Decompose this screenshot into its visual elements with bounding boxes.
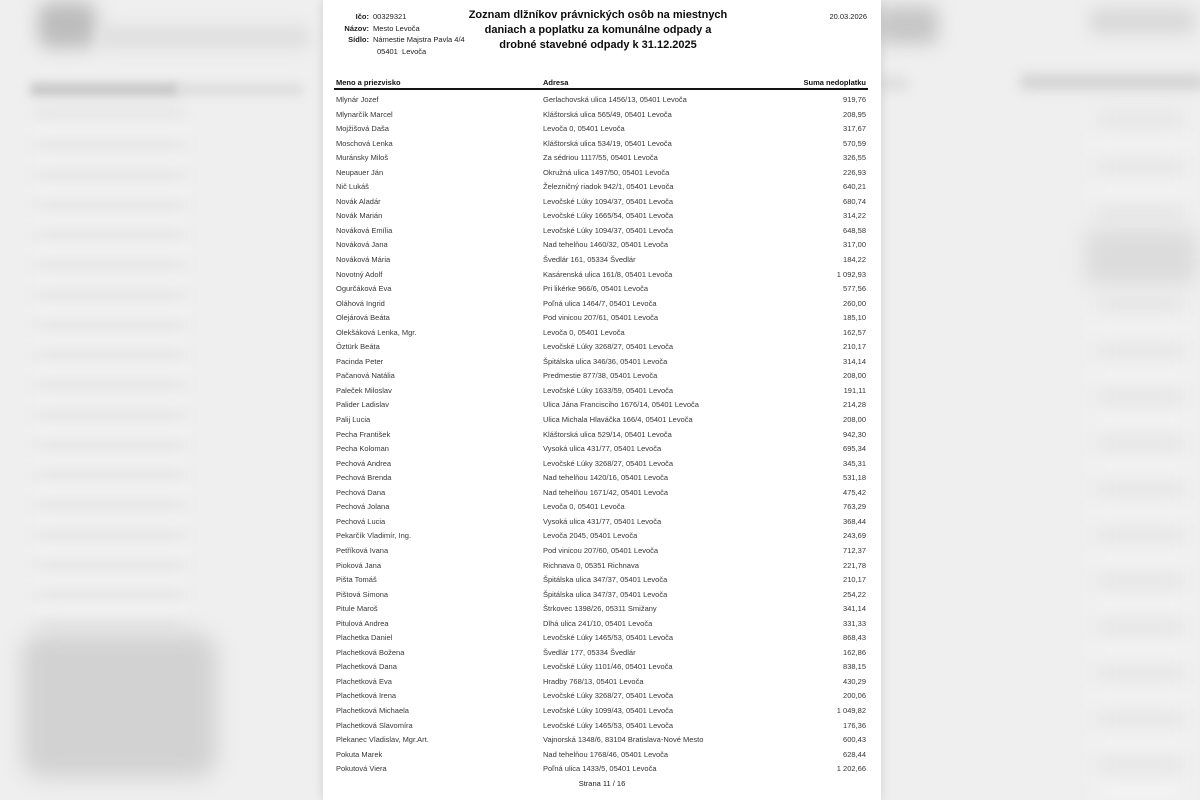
debtor-amount: 208,00 [843,371,866,381]
report-date: 20.03.2026 [829,12,867,21]
debtor-amount: 695,34 [843,444,866,454]
debtor-name: Muránsky Miloš [336,153,389,163]
debtor-name: Nováková Emília [336,225,393,235]
org-info-block [336,11,465,57]
table-row [323,108,881,123]
table-row [323,500,881,515]
debtor-name: Plachetková Michaela [336,705,409,715]
table-row [323,413,881,428]
debtor-address: Špitálska ulica 347/37, 05401 Levoča [543,575,668,585]
table-row [323,762,881,777]
debtor-name: Pechová Dana [336,487,386,497]
debtor-name: Pištová Simona [336,589,389,599]
table-row [323,326,881,341]
debtor-name: Olekšáková Lenka, Mgr. [336,327,417,337]
debtor-name: Nováková Mária [336,255,391,265]
table-row [323,646,881,661]
document-title-line1: Zoznam dlžníkov právnických osôb na miestnych [468,9,728,21]
debtor-name: Pechová Andrea [336,458,392,468]
debtor-amount: 919,76 [843,95,866,104]
background-blob-bottom-left [22,633,217,778]
debtor-name: Novák Marián [336,211,383,221]
debtor-name: Ogurčáková Eva [336,284,392,294]
debtor-address: Levočské Lúky 3268/27, 05401 Levoča [543,342,674,352]
debtor-address: Ulica Michala Hlaváčka 166/4, 05401 Levoča [543,415,693,425]
background-blob-top-right [1090,8,1195,34]
background-blob-right-of-page [878,6,938,44]
debtor-address: Levočské Lúky 1094/37, 05401 Levoča [543,225,674,235]
debtor-amount: 341,14 [843,604,866,614]
debtor-address: Levočské Lúky 1465/53, 05401 Levoča [543,633,674,643]
debtor-amount: 314,14 [843,356,866,366]
document-title-line2: daniach a poplatku za komunálne odpady a [484,24,712,36]
table-row [323,617,881,632]
org-sidlo-label: Sídlo: [348,35,369,44]
table-row [323,166,881,181]
debtor-name: Mlynár Jozef [336,95,379,104]
debtor-name: Plachetková Irena [336,691,397,701]
debtor-name: Plekanec Vladislav, Mgr.Art. [336,735,429,745]
debtor-amount: 430,29 [843,676,866,686]
debtor-address: Pod vinicou 207/61, 05401 Levoča [543,313,659,323]
debtor-address: Kláštorská ulica 529/14, 05401 Levoča [543,429,672,439]
debtor-name: Plachetková Božena [336,647,405,657]
debtor-address: Za sédriou 1117/55, 05401 Levoča [543,153,658,163]
document-title-line3: drobné stavebné odpady k 31.12.2025 [499,39,697,51]
debtor-address: Levoča 0, 05401 Levoča [543,502,625,512]
table-row [323,442,881,457]
debtor-address: Levoča 0, 05401 Levoča [543,327,625,337]
debtor-amount: 208,95 [843,109,866,119]
table-row [323,544,881,559]
debtor-name: Paleček Miloslav [336,385,392,395]
table-row [323,675,881,690]
table-row [323,660,881,675]
document-page [323,0,881,800]
debtor-amount: 640,21 [843,182,866,192]
debtor-amount: 368,44 [843,516,866,526]
table-row [323,151,881,166]
table-row [323,719,881,734]
table-row [323,268,881,283]
debtor-name: Novák Aladár [336,196,381,206]
debtor-name: Mlynarčík Marcel [336,109,393,119]
debtor-amount: 763,29 [843,502,866,512]
debtor-address: Švedlár 177, 05334 Švedlár [543,647,636,657]
table-row [323,457,881,472]
debtor-amount: 1 202,66 [836,764,866,774]
debtor-name: Pišta Tomáš [336,575,377,585]
table-row [323,195,881,210]
background-blob-right-heading [1020,74,1200,90]
debtor-address: Švedlár 161, 05334 Švedlár [543,255,636,265]
debtor-address: Nad tehelňou 1420/16, 05401 Levoča [543,473,669,483]
debtor-address: Nad tehelňou 1768/46, 05401 Levoča [543,749,669,759]
table-row [323,137,881,152]
debtor-address: Nad tehelňou 1671/42, 05401 Levoča [543,487,669,497]
debtor-address: Vysoká ulica 431/77, 05401 Levoča [543,516,662,526]
debtor-name: Pechová Lucia [336,516,386,526]
table-row [323,689,881,704]
debtor-name: Pačanová Natália [336,371,395,381]
debtor-address: Kláštorská ulica 534/19, 05401 Levoča [543,138,672,148]
table-row [323,224,881,239]
debtor-address: Nad tehelňou 1460/32, 05401 Levoča [543,240,669,250]
table-row [323,253,881,268]
debtor-amount: 176,36 [843,720,866,730]
debtor-amount: 214,28 [843,400,866,410]
org-sidlo-row [336,34,465,46]
column-header-address: Adresa [543,78,569,87]
debtor-amount: 326,55 [843,153,866,163]
background-blob-right-middle [1085,228,1197,286]
debtor-amount: 942,30 [843,429,866,439]
org-nazov-value: Mesto Levoča [373,23,420,33]
table-row [323,180,881,195]
debtor-amount: 577,56 [843,284,866,294]
table-row [323,559,881,574]
debtor-address: Levočské Lúky 1633/59, 05401 Levoča [543,385,674,395]
table-row [323,398,881,413]
debtor-amount: 1 049,82 [836,705,866,715]
debtor-address: Predmestie 877/38, 05401 Levoča [543,371,658,381]
debtor-amount: 185,10 [843,313,866,323]
debtor-address: Vajnorská 1348/6, 83104 Bratislava-Nové Mesto [543,735,704,745]
debtor-address: Poľná ulica 1433/5, 05401 Levoča [543,764,657,774]
debtor-amount: 260,00 [843,298,866,308]
debtor-amount: 475,42 [843,487,866,497]
table-row [323,704,881,719]
table-row [323,631,881,646]
debtor-amount: 162,86 [843,647,866,657]
debtor-address: Štrkovec 1398/26, 05311 Smižany [543,604,657,614]
table-row [323,340,881,355]
debtor-amount: 191,11 [843,385,866,395]
background-blob-right-heading2 [878,77,908,90]
debtor-name: Pokuta Marek [336,749,383,759]
table-row [323,238,881,253]
table-row [323,486,881,501]
debtor-name: Pokutová Viera [336,764,387,774]
table-row [323,282,881,297]
debtor-address: Levočské Lúky 3268/27, 05401 Levoča [543,691,674,701]
debtor-address: Levočské Lúky 1101/46, 05401 Levoča [543,662,673,672]
table-row [323,573,881,588]
background-blob-left-heading [30,83,180,96]
debtor-address: Hradby 768/13, 05401 Levoča [543,676,644,686]
debtor-address: Levoča 2045, 05401 Levoča [543,531,638,541]
org-ico-row [336,11,465,23]
table-row [323,93,881,108]
background-blob-logo [38,2,96,48]
org-sidlo-value-line1: Námestie Majstra Pavla 4/4 [373,35,465,44]
debtor-address: Levočské Lúky 1465/53, 05401 Levoča [543,720,674,730]
debtor-address: Pri likérke 966/6, 05401 Levoča [543,284,649,294]
debtor-name: Pioková Jana [336,560,382,570]
table-row [323,529,881,544]
debtor-address: Richnava 0, 05351 Richnava [543,560,639,570]
org-nazov-label: Názov: [344,23,369,33]
debtor-address: Levočské Lúky 3268/27, 05401 Levoča [543,458,674,468]
debtor-address: Železničný riadok 942/1, 05401 Levoča [543,182,674,192]
debtor-address: Levočské Lúky 1665/54, 05401 Levoča [543,211,674,221]
debtor-address: Kláštorská ulica 565/49, 05401 Levoča [543,109,672,119]
debtor-amount: 317,00 [843,240,866,250]
table-row [323,209,881,224]
table-row [323,297,881,312]
table-row [323,733,881,748]
debtor-name: Pecha František [336,429,391,439]
debtor-amount: 570,59 [843,138,866,148]
debtor-name: Pitulová Andrea [336,618,389,628]
debtor-amount: 1 092,93 [836,269,866,279]
debtor-name: Pecha Koloman [336,444,389,454]
debtor-name: Plachetka Daniel [336,633,393,643]
page-number: Strana 11 / 16 [578,779,626,788]
debtor-address: Okružná ulica 1497/50, 05401 Levoča [543,167,670,177]
debtor-name: Palider Ladislav [336,400,389,410]
background-blob-topband [100,26,310,48]
debtor-amount: 254,22 [843,589,866,599]
debtor-amount: 317,67 [843,124,866,134]
debtor-name: Plachetková Eva [336,676,392,686]
debtor-amount: 868,43 [843,633,866,643]
debtor-address: Levoča 0, 05401 Levoča [543,124,625,134]
debtor-amount: 648,58 [843,225,866,235]
background-blob-left-heading2 [178,84,303,95]
debtor-amount: 200,06 [843,691,866,701]
org-sidlo-value-line2: 05401 Levoča [377,46,427,56]
debtor-name: Pekarčík Vladimír, Ing. [336,531,412,541]
table-row [323,369,881,384]
debtor-amount: 162,57 [843,327,866,337]
debtor-amount: 680,74 [843,196,866,206]
debtor-amount: 243,69 [843,531,866,541]
debtor-name: Öztürk Beáta [336,342,380,352]
debtor-address: Levočské Lúky 1099/43, 05401 Levoča [543,705,674,715]
debtor-amount: 531,18 [843,473,866,483]
debtor-name: Plachetková Slavomíra [336,720,413,730]
debtor-amount: 208,00 [843,415,866,425]
debtor-name: Neupauer Ján [336,167,384,177]
table-row [323,122,881,137]
debtor-amount: 226,93 [843,167,866,177]
debtor-amount: 331,33 [843,618,866,628]
background-blob-left-textcolumn [35,108,185,663]
debtor-amount: 712,37 [843,545,866,555]
debtor-amount: 221,78 [843,560,866,570]
debtor-name: Nič Lukáš [336,182,369,192]
column-header-amount: Suma nedoplatku [803,78,866,87]
debtor-name: Mojžišová Daša [336,124,389,134]
debtor-amount: 210,17 [843,575,866,585]
debtor-name: Pitule Maroš [336,604,378,614]
table-row [323,748,881,763]
debtor-name: Novotný Adolf [336,269,383,279]
table-row [323,428,881,443]
debtor-address: Ulica Jána Francisciho 1676/14, 05401 Levoča [543,400,699,410]
debtor-amount: 838,15 [843,662,866,672]
debtor-name: Palij Lucia [336,415,371,425]
debtor-address: Poľná ulica 1464/7, 05401 Levoča [543,298,657,308]
table-row [323,588,881,603]
table-header-rule [334,88,868,90]
debtor-address: Kasárenská ulica 161/8, 05401 Levoča [543,269,673,279]
debtor-amount: 184,22 [843,255,866,265]
debtor-address: Gerlachovská ulica 1456/13, 05401 Levoča [543,95,687,104]
debtor-name: Oláhová Ingrid [336,298,385,308]
debtor-address: Levočské Lúky 1094/37, 05401 Levoča [543,196,674,206]
debtor-address: Špitálska ulica 347/37, 05401 Levoča [543,589,668,599]
debtor-name: Pechová Brenda [336,473,392,483]
debtor-name: Pechová Jolana [336,502,390,512]
table-row [323,384,881,399]
debtor-address: Pod vinicou 207/60, 05401 Levoča [543,545,659,555]
debtor-name: Nováková Jana [336,240,388,250]
org-ico-value: 00329321 [373,12,407,21]
debtor-name: Moschová Lenka [336,138,393,148]
table-row [323,602,881,617]
debtor-table [323,93,881,777]
debtor-name: Petříková Ivana [336,545,389,555]
column-header-name: Meno a priezvisko [336,78,401,87]
debtor-name: Olejárová Beáta [336,313,390,323]
table-row [323,311,881,326]
table-row [323,471,881,486]
debtor-address: Dlhá ulica 241/10, 05401 Levoča [543,618,653,628]
debtor-address: Špitálska ulica 346/36, 05401 Levoča [543,356,668,366]
document-title [453,8,743,53]
debtor-amount: 345,31 [843,458,866,468]
debtor-amount: 314,22 [843,211,866,221]
background-blob-right-textcolumn [1098,110,1183,800]
debtor-address: Vysoká ulica 431/77, 05401 Levoča [543,444,662,454]
debtor-amount: 628,44 [843,749,866,759]
debtor-name: Pacinda Peter [336,356,384,366]
table-row [323,515,881,530]
table-row [323,355,881,370]
debtor-name: Plachetková Dana [336,662,397,672]
debtor-amount: 210,17 [843,342,866,352]
org-nazov-row [336,23,465,35]
org-ico-label: Ičo: [355,12,369,21]
debtor-amount: 600,43 [843,735,866,745]
